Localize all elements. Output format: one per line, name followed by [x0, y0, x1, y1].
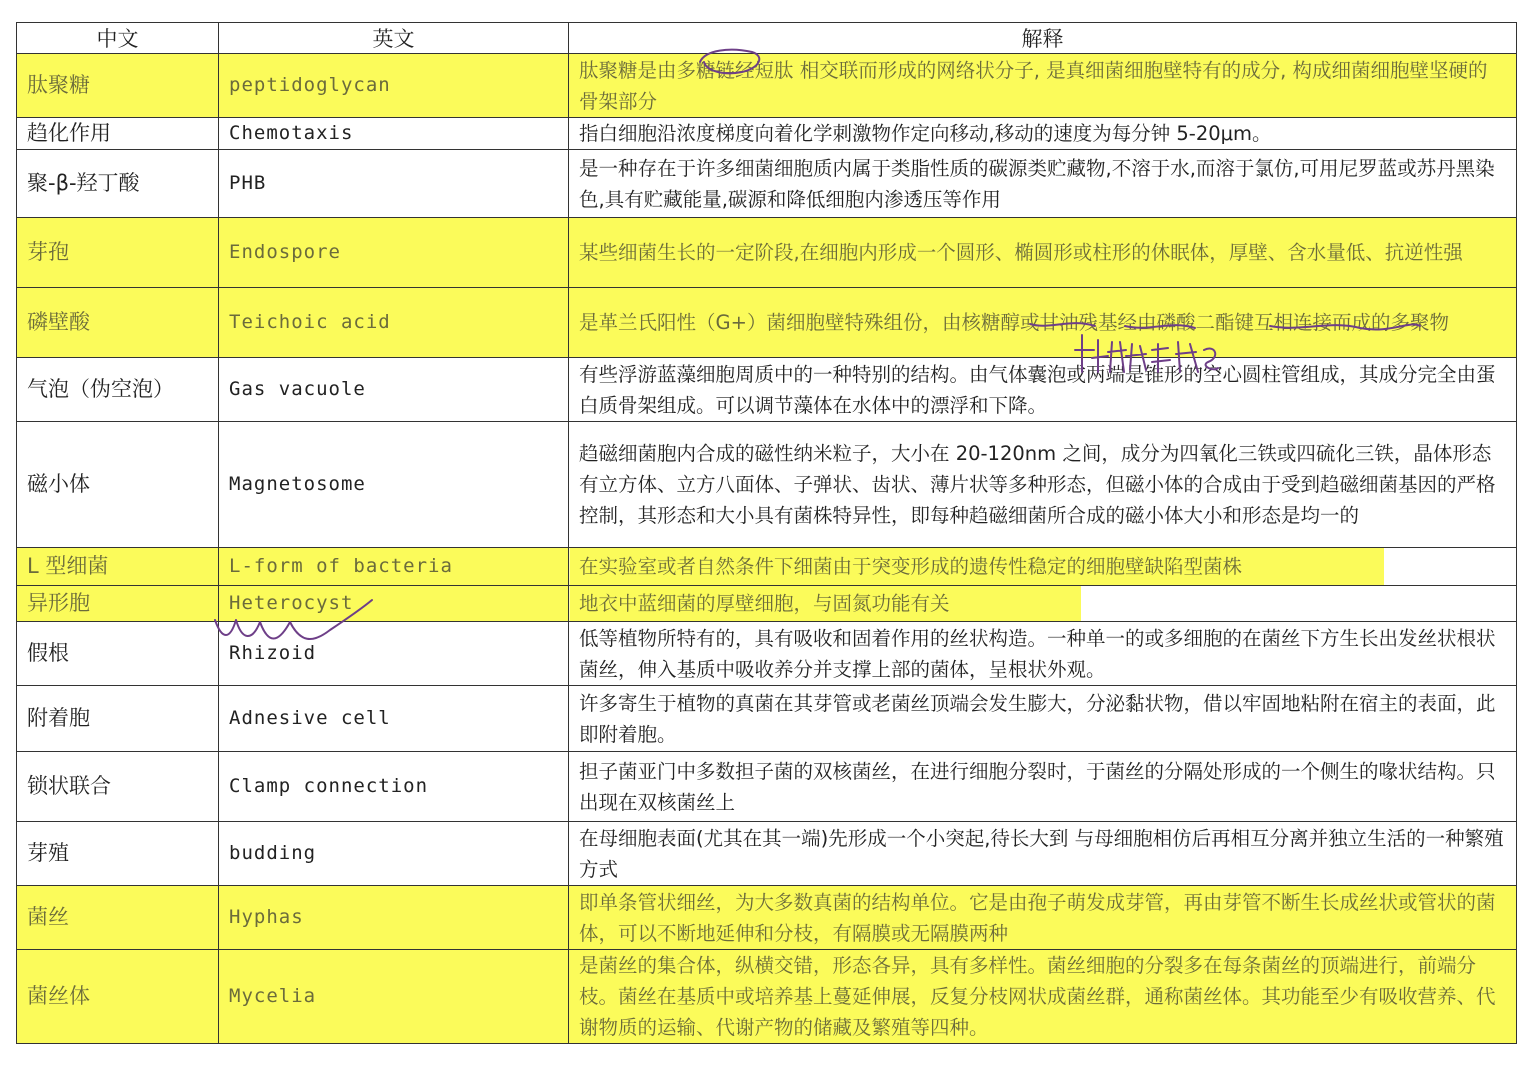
- glossary-row: [17, 288, 1517, 358]
- glossary-row: [17, 218, 1517, 288]
- term-zh: 附着胞: [17, 686, 219, 752]
- term-en: Teichoic acid: [219, 288, 569, 358]
- glossary-row: [17, 548, 1517, 586]
- term-zh: 菌丝: [17, 886, 219, 950]
- term-definition: 许多寄生于植物的真菌在其芽管或老菌丝顶端会发生膨大，分泌黏状物，借以牢固地粘附在宿主的表面，此即附着胞。: [569, 686, 1517, 752]
- header-en: 英文: [219, 23, 569, 54]
- term-definition: 担子菌亚门中多数担子菌的双核菌丝，在进行细胞分裂时，于菌丝的分隔处形成的一个侧生的喙状结构。只出现在双核菌丝上: [569, 752, 1517, 822]
- term-zh: 菌丝体: [17, 950, 219, 1044]
- term-zh: L 型细菌: [17, 548, 219, 586]
- term-zh: 芽殖: [17, 822, 219, 886]
- term-definition: 指白细胞沿浓度梯度向着化学刺激物作定向移动,移动的速度为每分钟 5-20μm。: [569, 118, 1517, 150]
- header-zh: 中文: [17, 23, 219, 54]
- term-definition: 趋磁细菌胞内合成的磁性纳米粒子，大小在 20-120nm 之间，成分为四氧化三铁或四硫化三铁，晶体形态有立方体、立方八面体、子弹状、齿状、薄片状等多种形态，但磁小体的合成由于受到趋磁细菌基因的严格控制，其形态和大小具有菌株特异性，即每种趋磁细菌所合成的磁小体大小和形态是均一的: [569, 422, 1517, 548]
- term-zh: 锁状联合: [17, 752, 219, 822]
- term-en: Gas vacuole: [219, 358, 569, 422]
- glossary-row: [17, 150, 1517, 218]
- term-zh: 假根: [17, 622, 219, 686]
- term-definition: 某些细菌生长的一定阶段,在细胞内形成一个圆形、椭圆形或柱形的休眠体，厚壁、含水量低、抗逆性强: [569, 218, 1517, 288]
- term-definition: 在母细胞表面(尤其在其一端)先形成一个小突起,待长大到 与母细胞相仿后再相互分离并独立生活的一种繁殖方式: [569, 822, 1517, 886]
- term-en: Adnesive cell: [219, 686, 569, 752]
- header-row: [17, 23, 1517, 54]
- term-en: Hyphas: [219, 886, 569, 950]
- term-definition: 低等植物所特有的，具有吸收和固着作用的丝状构造。一种单一的或多细胞的在菌丝下方生长出发丝状根状菌丝，伸入基质中吸收养分并支撑上部的菌体，呈根状外观。: [569, 622, 1517, 686]
- glossary-row: [17, 118, 1517, 150]
- term-zh: 芽孢: [17, 218, 219, 288]
- term-en: peptidoglycan: [219, 54, 569, 118]
- term-definition: 肽聚糖是由多糖链经短肽 相交联而形成的网络状分子, 是真细菌细胞壁特有的成分, 构成细菌细胞壁坚硬的骨架部分: [569, 54, 1517, 118]
- term-zh: 趋化作用: [17, 118, 219, 150]
- term-en: Endospore: [219, 218, 569, 288]
- term-zh: 肽聚糖: [17, 54, 219, 118]
- term-definition: 是革兰氏阳性（G+）菌细胞壁特殊组份，由核糖醇或甘油残基经由磷酸二酯键互相连接而成的多聚物: [569, 288, 1517, 358]
- term-en: PHB: [219, 150, 569, 218]
- glossary-row: [17, 586, 1517, 622]
- term-definition: 是菌丝的集合体，纵横交错，形态各异，具有多样性。菌丝细胞的分裂多在每条菌丝的顶端进行，前端分枝。菌丝在基质中或培养基上蔓延伸展，反复分枝网状成菌丝群，通称菌丝体。其功能至少有吸收营养、代谢物质的运输、代谢产物的储藏及繁殖等四种。: [569, 950, 1517, 1044]
- glossary-row: [17, 54, 1517, 118]
- term-en: Heterocyst: [219, 586, 569, 622]
- term-zh: 磁小体: [17, 422, 219, 548]
- header-def: 解释: [569, 23, 1517, 54]
- term-zh: 磷壁酸: [17, 288, 219, 358]
- term-zh: 聚-β-羟丁酸: [17, 150, 219, 218]
- term-definition: 有些浮游蓝藻细胞周质中的一种特别的结构。由气体囊泡或两端是锥形的空心圆柱管组成，其成分完全由蛋白质骨架组成。可以调节藻体在水体中的漂浮和下降。: [569, 358, 1517, 422]
- term-en: Clamp connection: [219, 752, 569, 822]
- glossary-row: [17, 886, 1517, 950]
- term-en: Mycelia: [219, 950, 569, 1044]
- term-en: L-form of bacteria: [219, 548, 569, 586]
- glossary-table: [16, 22, 1517, 1044]
- term-en: Rhizoid: [219, 622, 569, 686]
- glossary-row: [17, 422, 1517, 548]
- term-definition: 地衣中蓝细菌的厚壁细胞，与固氮功能有关: [569, 586, 1517, 622]
- glossary-sheet: [16, 22, 1516, 1062]
- term-en: Magnetosome: [219, 422, 569, 548]
- glossary-row: [17, 822, 1517, 886]
- term-definition: 在实验室或者自然条件下细菌由于突变形成的遗传性稳定的细胞壁缺陷型菌株: [569, 548, 1517, 586]
- term-en: Chemotaxis: [219, 118, 569, 150]
- glossary-row: [17, 622, 1517, 686]
- term-zh: 气泡（伪空泡）: [17, 358, 219, 422]
- glossary-row: [17, 752, 1517, 822]
- term-definition: 是一种存在于许多细菌细胞质内属于类脂性质的碳源类贮藏物,不溶于水,而溶于氯仿,可用尼罗蓝或苏丹黑染色,具有贮藏能量,碳源和降低细胞内渗透压等作用: [569, 150, 1517, 218]
- glossary-row: [17, 686, 1517, 752]
- term-en: budding: [219, 822, 569, 886]
- glossary-row: [17, 950, 1517, 1044]
- glossary-row: [17, 358, 1517, 422]
- term-zh: 异形胞: [17, 586, 219, 622]
- term-definition: 即单条管状细丝，为大多数真菌的结构单位。它是由孢子萌发成芽管，再由芽管不断生长成丝状或管状的菌体，可以不断地延伸和分枝，有隔膜或无隔膜两种: [569, 886, 1517, 950]
